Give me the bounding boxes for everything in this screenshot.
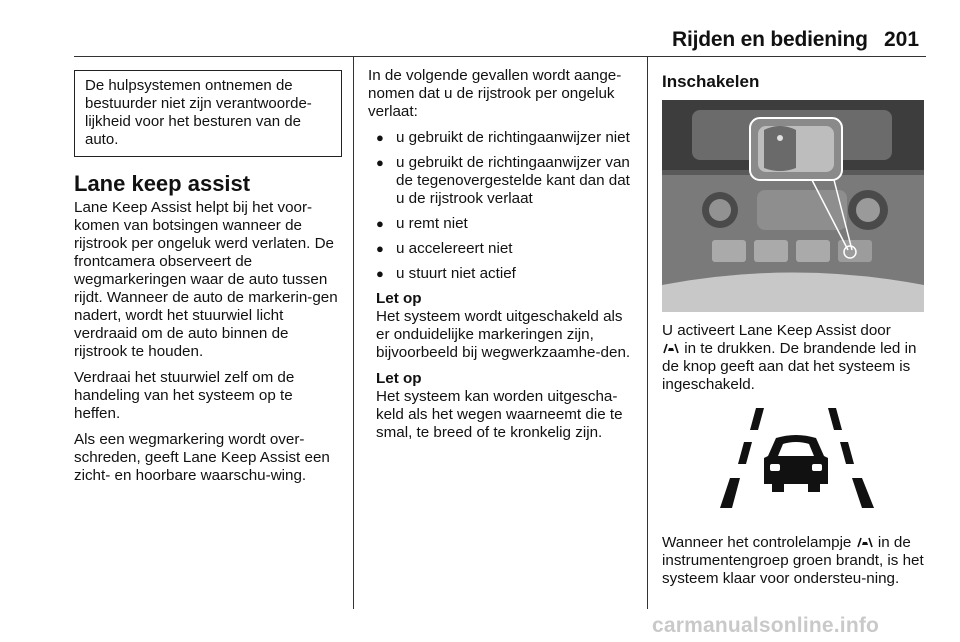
column-divider-2	[647, 57, 648, 609]
lane-keep-assist-icon	[856, 536, 874, 548]
paragraph: Lane Keep Assist helpt bij het voor-komen van botsingen wanneer de rijstrook per ongeluk werd verlaten. De frontcamera observeert de wegmarkeringen waar de auto tussen rijdt. Wanneer de auto de markerin-gen nadert, wordt het stuurwiel licht verdraaid om de auto binnen de rijstrook te houden.	[74, 199, 338, 360]
dashboard-button-photo	[662, 100, 924, 312]
paragraph-indicator	[662, 534, 928, 588]
page-number: 201	[884, 28, 920, 51]
text-segment: in te drukken. De brandende led in de knop geeft aan dat het systeem is ingeschakeld.	[662, 340, 917, 393]
paragraph: Verdraai het stuurwiel zelf om de handeling van het systeem op te heffen.	[74, 369, 295, 422]
note-1	[368, 290, 636, 362]
list-item: ● u gebruikt de richtingaanwijzer van de tegenovergestelde kant dan dat u de rijstrook verlaat	[368, 154, 636, 208]
note-label: Let op	[376, 290, 422, 307]
column-divider-1	[353, 57, 354, 609]
note-label: Let op	[376, 370, 422, 387]
text-segment: U activeert Lane Keep Assist door	[662, 322, 891, 339]
list-item: ● u stuurt niet actief	[368, 265, 636, 283]
section-title-inschakelen: Inschakelen	[662, 72, 760, 91]
column-1	[74, 58, 342, 493]
lane-keep-assist-symbol-icon	[708, 408, 884, 516]
header-section-title: Rijden en bediening	[672, 28, 868, 51]
bullet-list	[368, 129, 636, 283]
watermark: carmanualsonline.info	[652, 614, 880, 637]
list-item: ● u gebruikt de richtingaanwijzer niet	[368, 129, 636, 147]
paragraph: Als een wegmarkering wordt over-schreden, geeft Lane Keep Assist een zicht- en hoorbare waarschu-wing.	[74, 431, 330, 484]
note-text: Het systeem wordt uitgeschakeld als er onduidelijke markeringen zijn, bijvoorbeeld bij wegwerkzaamhe-den.	[376, 308, 631, 361]
column-2	[368, 67, 636, 450]
note-box: De hulpsystemen ontnemen de bestuurder niet zijn verantwoorde-lijkheid voor het besturen van de auto.	[74, 70, 342, 157]
text-segment: Wanneer het controlelampje	[662, 534, 852, 551]
paragraph: In de volgende gevallen wordt aange-nomen dat u de rijstrook per ongeluk verlaat:	[368, 67, 622, 120]
lane-keep-assist-icon	[662, 342, 680, 354]
list-item: ● u accelereert niet	[368, 240, 636, 258]
section-title-lane-keep-assist: Lane keep assist	[74, 171, 251, 196]
note-text: Het systeem kan worden uitgescha-keld als het wegen waarneemt die te smal, te breed of te kronkelig zijn.	[376, 388, 623, 441]
text-segment: in de instrumentengroep groen brandt, is het systeem klaar voor ondersteu-ning.	[662, 534, 924, 587]
column-3	[662, 62, 928, 596]
paragraph-activate	[662, 322, 928, 394]
list-item: ● u remt niet	[368, 215, 636, 233]
note-2	[368, 370, 636, 442]
header-rule	[74, 56, 926, 57]
